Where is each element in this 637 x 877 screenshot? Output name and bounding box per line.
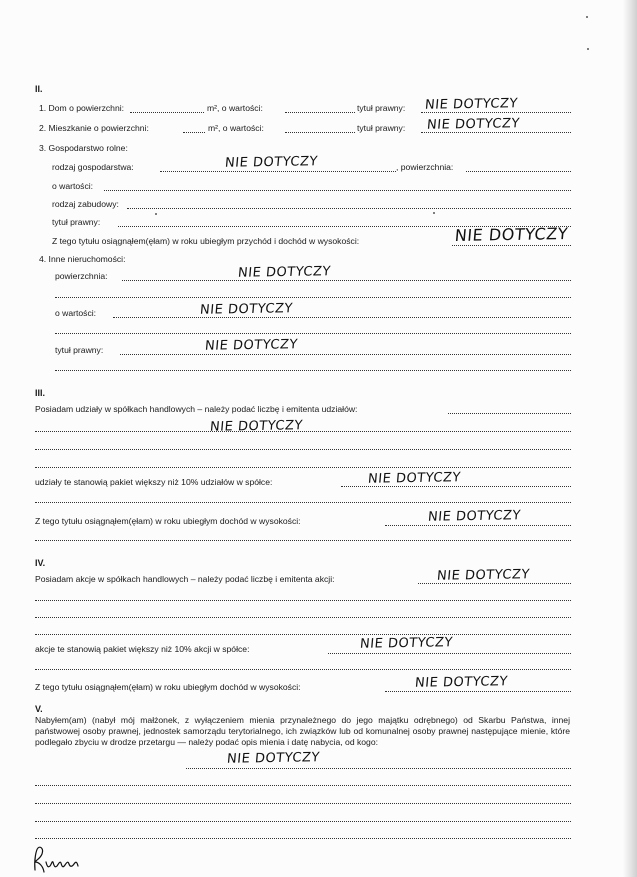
farm-building-line <box>127 208 571 209</box>
stocks-packet-line-2 <box>35 669 571 670</box>
house-label: 1. Dom o powierzchni: <box>39 103 125 113</box>
stocks-label: Posiadam akcje w spółkach handlowych – należy podać liczbę i emitenta akcji: <box>35 574 335 584</box>
farm-value-line <box>104 190 571 191</box>
shares-income-line <box>385 525 571 526</box>
other-title-handwritten: NIE DOTYCZY <box>204 337 299 354</box>
flat-unit-label: m², o wartości: <box>208 123 264 133</box>
flat-area-line <box>183 132 205 133</box>
stocks-handwritten: NIE DOTYCZY <box>436 567 531 584</box>
acquisition-line-2 <box>35 785 571 786</box>
flat-label: 2. Mieszkanie o powierzchni: <box>39 123 149 133</box>
signature-initials <box>30 842 86 874</box>
other-title-line <box>120 354 571 355</box>
section-IV-number: IV. <box>35 558 46 568</box>
shares-line-4 <box>35 467 571 468</box>
farm-income-label: Z tego tytułu osiągnąłem(ęłam) w roku ubiegłym przychód i dochód w wysokości: <box>52 236 360 246</box>
stocks-line-3 <box>35 617 571 618</box>
section-V-number: V. <box>35 704 43 714</box>
flat-title-handwritten: NIE DOTYCZY <box>426 116 521 133</box>
house-title-label: tytuł prawny: <box>357 103 406 113</box>
acquisition-handwritten: NIE DOTYCZY <box>226 750 321 767</box>
other-property-label: 4. Inne nieruchomości: <box>39 254 126 264</box>
farm-area-line <box>466 171 571 172</box>
stocks-packet-label: akcje te stanowią pakiet większy niż 10% akcji w spółce: <box>35 644 250 654</box>
farm-income-line <box>452 245 571 246</box>
farm-type-line <box>160 171 396 172</box>
stocks-income-handwritten: NIE DOTYCZY <box>414 674 509 691</box>
farm-label: 3. Gospodarstwo rolne: <box>39 143 128 153</box>
other-area-handwritten: NIE DOTYCZY <box>237 264 332 281</box>
other-value-line-2 <box>55 333 571 334</box>
flat-title-label: tytuł prawny: <box>357 123 406 133</box>
farm-value-label: o wartości: <box>52 181 94 191</box>
stocks-income-line <box>385 691 571 692</box>
shares-label: Posiadam udziały w spółkach handlowych – należy podać liczbę i emitenta udziałów: <box>35 404 358 414</box>
other-title-label: tytuł prawny: <box>55 345 104 355</box>
farm-type-handwritten: NIE DOTYCZY <box>224 154 319 171</box>
shares-line-3 <box>35 449 571 450</box>
shares-income-handwritten: NIE DOTYCZY <box>427 508 522 525</box>
flat-value-line <box>285 132 355 133</box>
stocks-income-label: Z tego tytułu osiągnąłem(ęłam) w roku ubiegłym dochód w wysokości: <box>35 682 301 692</box>
farm-area-label: , powierzchnia: <box>396 162 454 172</box>
scan-speck <box>586 16 588 18</box>
shares-income-label: Z tego tytułu osiągnąłem(ęłam) w roku ubiegłym dochód w wysokości: <box>35 516 301 526</box>
shares-line-2 <box>35 431 571 432</box>
other-value-line <box>113 317 571 318</box>
shares-handwritten: NIE DOTYCZY <box>209 418 304 435</box>
stocks-line-2 <box>35 600 571 601</box>
shares-line-1 <box>448 413 571 414</box>
other-title-line-2 <box>55 370 571 371</box>
house-value-line <box>285 112 355 113</box>
farm-income-handwritten: NIE DOTYCZY <box>454 224 569 245</box>
house-unit-label: m², o wartości: <box>207 103 263 113</box>
section-II-number: II. <box>35 84 43 94</box>
other-value-handwritten: NIE DOTYCZY <box>199 301 294 318</box>
acquisition-line-3 <box>35 803 571 804</box>
stocks-packet-line <box>328 653 571 654</box>
acquisition-line-1 <box>186 768 571 769</box>
shares-packet-handwritten: NIE DOTYCZY <box>367 470 462 487</box>
scan-speck <box>433 212 435 214</box>
farm-type-label: rodzaj gospodarstwa: <box>52 162 134 172</box>
shares-income-line-2 <box>35 540 571 541</box>
farm-building-label: rodzaj zabudowy: <box>52 199 119 209</box>
farm-title-label: tytuł prawny: <box>52 217 101 227</box>
stocks-line-4 <box>35 634 571 635</box>
stocks-packet-handwritten: NIE DOTYCZY <box>359 635 454 652</box>
other-value-label: o wartości: <box>55 308 97 318</box>
scan-edge-shadow <box>623 0 637 877</box>
other-area-line-2 <box>55 297 571 298</box>
acquisition-paragraph: Nabyłem(am) (nabył mój małżonek, z wyłączeniem mienia przynależnego do jego majątku odrębnego) od Skarbu Państwa, innej państwowej osoby prawnej, jednostek samorządu terytorialnego, ich związków lub od komunalnej osoby prawnej następujące mienie, które podlegało zbyciu w drodze przetargu — należy podać opis mienia i datę nabycia, od kogo: <box>35 715 570 748</box>
shares-packet-label: udziały te stanowią pakiet większy niż 10% udziałów w spółce: <box>35 477 273 487</box>
acquisition-line-5 <box>35 838 571 839</box>
section-III-number: III. <box>35 388 46 398</box>
scan-speck <box>587 48 589 50</box>
acquisition-line-4 <box>35 821 571 822</box>
scan-speck <box>155 213 157 215</box>
other-area-line <box>122 280 571 281</box>
house-area-line <box>130 112 204 113</box>
house-title-handwritten: NIE DOTYCZY <box>424 96 519 113</box>
shares-packet-line-2 <box>35 502 571 503</box>
other-area-label: powierzchnia: <box>55 271 108 281</box>
